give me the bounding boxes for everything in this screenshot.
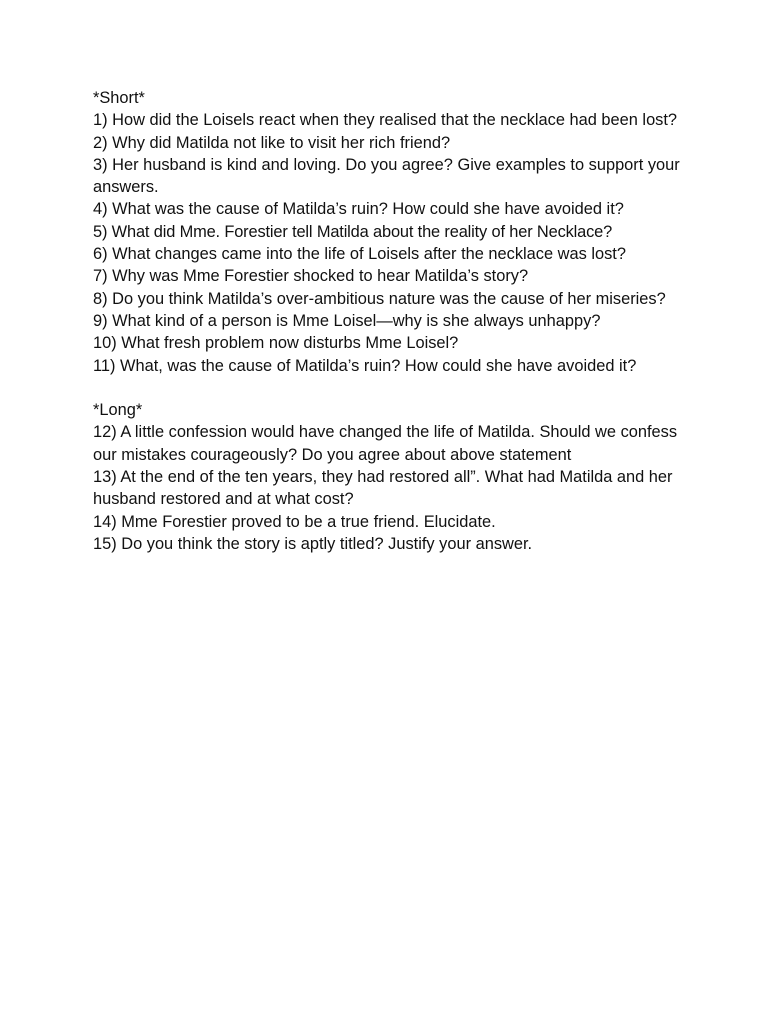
question-6: 6) What changes came into the life of Loisels after the necklace was lost? <box>93 245 626 264</box>
question-sheet <box>93 87 693 555</box>
question-9: 9) What kind of a person is Mme Loisel—why is she always unhappy? <box>93 311 601 330</box>
question-15: 15) Do you think the story is aptly titled? Justify your answer. <box>93 534 533 553</box>
question-7: 7) Why was Mme Forestier shocked to hear Matilda’s story? <box>93 267 529 286</box>
question-4: 4) What was the cause of Matilda’s ruin? How could she have avoided it? <box>93 200 624 219</box>
question-14: 14) Mme Forestier proved to be a true friend. Elucidate. <box>93 512 496 531</box>
question-3: 3) Her husband is kind and loving. Do you agree? Give examples to support your answers. <box>93 155 680 197</box>
short-question-list <box>93 109 693 377</box>
question-5: 5) What did Mme. Forestier tell Matilda about the reality of her Necklace? <box>93 222 613 241</box>
short-section <box>93 87 693 377</box>
long-section <box>93 399 693 555</box>
long-heading: *Long* <box>93 401 143 420</box>
section-spacer <box>93 377 693 399</box>
question-11: 11) What, was the cause of Matilda’s ruin? How could she have avoided it? <box>93 356 637 375</box>
question-12: 12) A little confession would have changed the life of Matilda. Should we confess our mistakes courageously? Do you agree about above statement <box>93 423 678 464</box>
question-2: 2) Why did Matilda not like to visit her rich friend? <box>93 133 451 152</box>
question-1: 1) How did the Loisels react when they realised that the necklace had been lost? <box>93 111 678 130</box>
long-question-list <box>93 421 693 555</box>
question-10: 10) What fresh problem now disturbs Mme Loisel? <box>93 334 459 353</box>
question-13: 13) At the end of the ten years, they had restored all”. What had Matilda and her husband restored and at what cost? <box>93 468 673 509</box>
short-heading: *Short* <box>93 89 145 107</box>
question-8: 8) Do you think Matilda’s over-ambitious nature was the cause of her miseries? <box>93 289 666 308</box>
